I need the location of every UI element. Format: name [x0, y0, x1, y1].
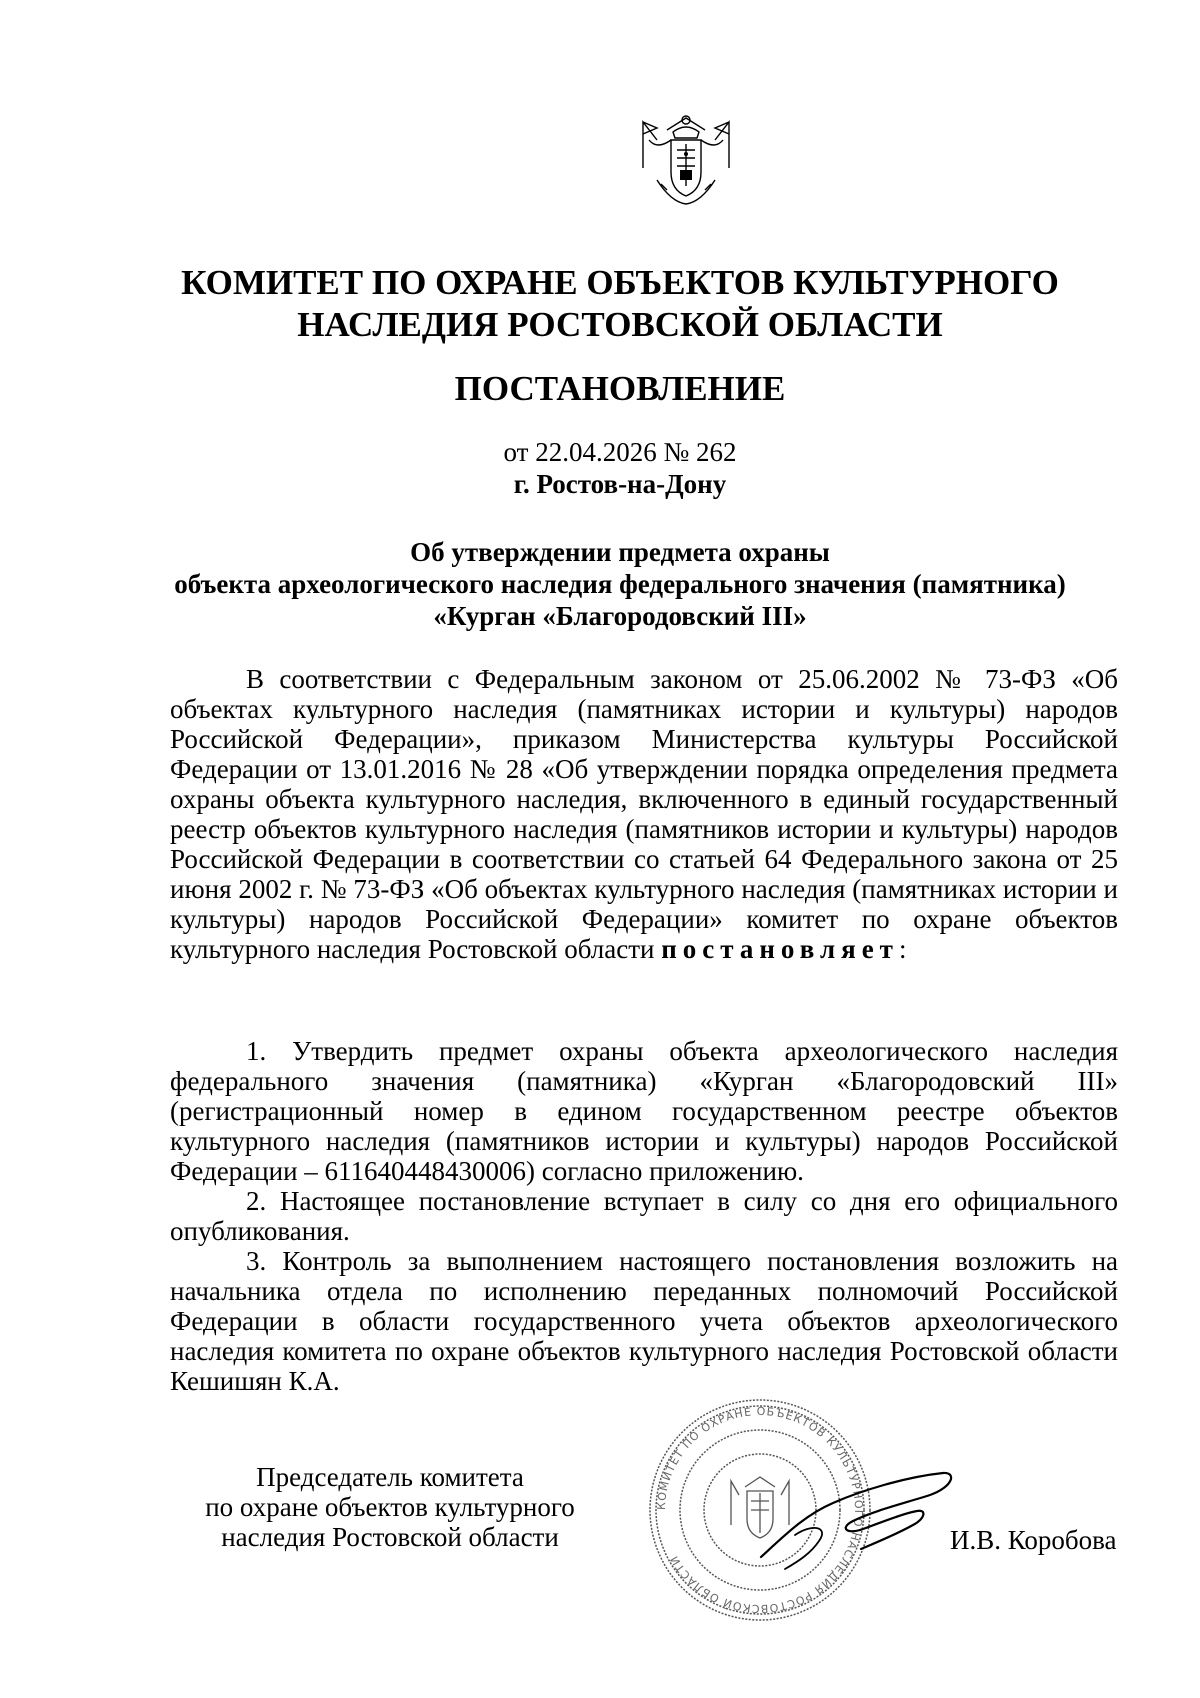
organization-name-line2: НАСЛЕДИЯ РОСТОВСКОЙ ОБЛАСТИ [297, 305, 943, 344]
signatory-position-line1: Председатель комитета [256, 1462, 524, 1492]
document-city: г. Ростов-на-Дону [513, 469, 727, 499]
resolution-items [170, 1036, 1118, 1396]
document-title-line1: Об утверждении предмета охраны [410, 537, 830, 567]
signatory-position-line2: по охране объектов культурного [205, 1492, 575, 1522]
signatory-name: И.В. Коробова [950, 1525, 1117, 1555]
resolution-item-2: 2. Настоящее постановление вступает в силу со дня его официального опубликования. [170, 1186, 1118, 1246]
organization-name [150, 262, 1090, 346]
resolution-item-1: 1. Утвердить предмет охраны объекта археологического наследия федерального значения (памятника) «Курган «Благородовский III» (регистрационный номер в едином государственном реестре объектов культурного наследия (памятников истории и культуры) народов Российской Федерации – 611640448430006) согласно приложению. [170, 1036, 1118, 1186]
document-title-line2: объекта археологического наследия федерального значения (памятника) [174, 569, 1066, 599]
resolves-word: постановляет [661, 934, 899, 964]
document-date-number: от 22.04.2026 № 262 [503, 437, 737, 467]
signatory-position-line3: наследия Ростовской области [221, 1522, 559, 1552]
svg-text:КОМИТЕТ ПО ОХРАНЕ ОБЪЕКТОВ КУЛ: КОМИТЕТ ПО ОХРАНЕ ОБЪЕКТОВ КУЛЬТУРНОГО НАСЛЕДИЯ РОСТОВСКОЙ ОБЛАСТИ [654, 1404, 866, 1616]
organization-name-line1: КОМИТЕТ ПО ОХРАНЕ ОБЪЕКТОВ КУЛЬТУРНОГО [181, 263, 1059, 302]
coat-of-arms-icon [627, 110, 745, 210]
preamble-text: В соответствии с Федеральным законом от 25.06.2002 № 73-ФЗ «Об объектах культурного наследия (памятниках истории и культуры) народов Российской Федерации», приказом Министерства культуры Российской Федерации от 13.01.2016 № 28 «Об утверждении порядка определения предмета охраны объекта культурного наследия, включенного в единый государственный реестр объектов культурного наследия (памятников истории и культуры) народов Российской Федерации в соответствии со статьей 64 Федерального закона от 25 июня 2002 г. № 73-ФЗ «Об объектах культурного наследия (памятниках истории и культуры) народов Российской Федерации» комитет по охране объектов культурного наследия Ростовской области [170, 664, 1118, 964]
resolution-item-3: 3. Контроль за выполнением настоящего постановления возложить на начальника отдела по исполнению переданных полномочий Российской Федерации в области государственного учета объектов археологического наследия комитета по охране объектов культурного наследия Ростовской области Кешишян К.А. [170, 1246, 1118, 1396]
handwritten-signature [755, 1465, 960, 1580]
document-title-line3: «Курган «Благородовский III» [433, 601, 807, 631]
document-title [150, 536, 1090, 632]
preamble-paragraph [170, 664, 1118, 964]
document-type: ПОСТАНОВЛЕНИЕ [454, 369, 786, 408]
resolves-colon: : [898, 934, 907, 964]
preamble [170, 664, 1118, 964]
signatory-position [180, 1462, 600, 1552]
